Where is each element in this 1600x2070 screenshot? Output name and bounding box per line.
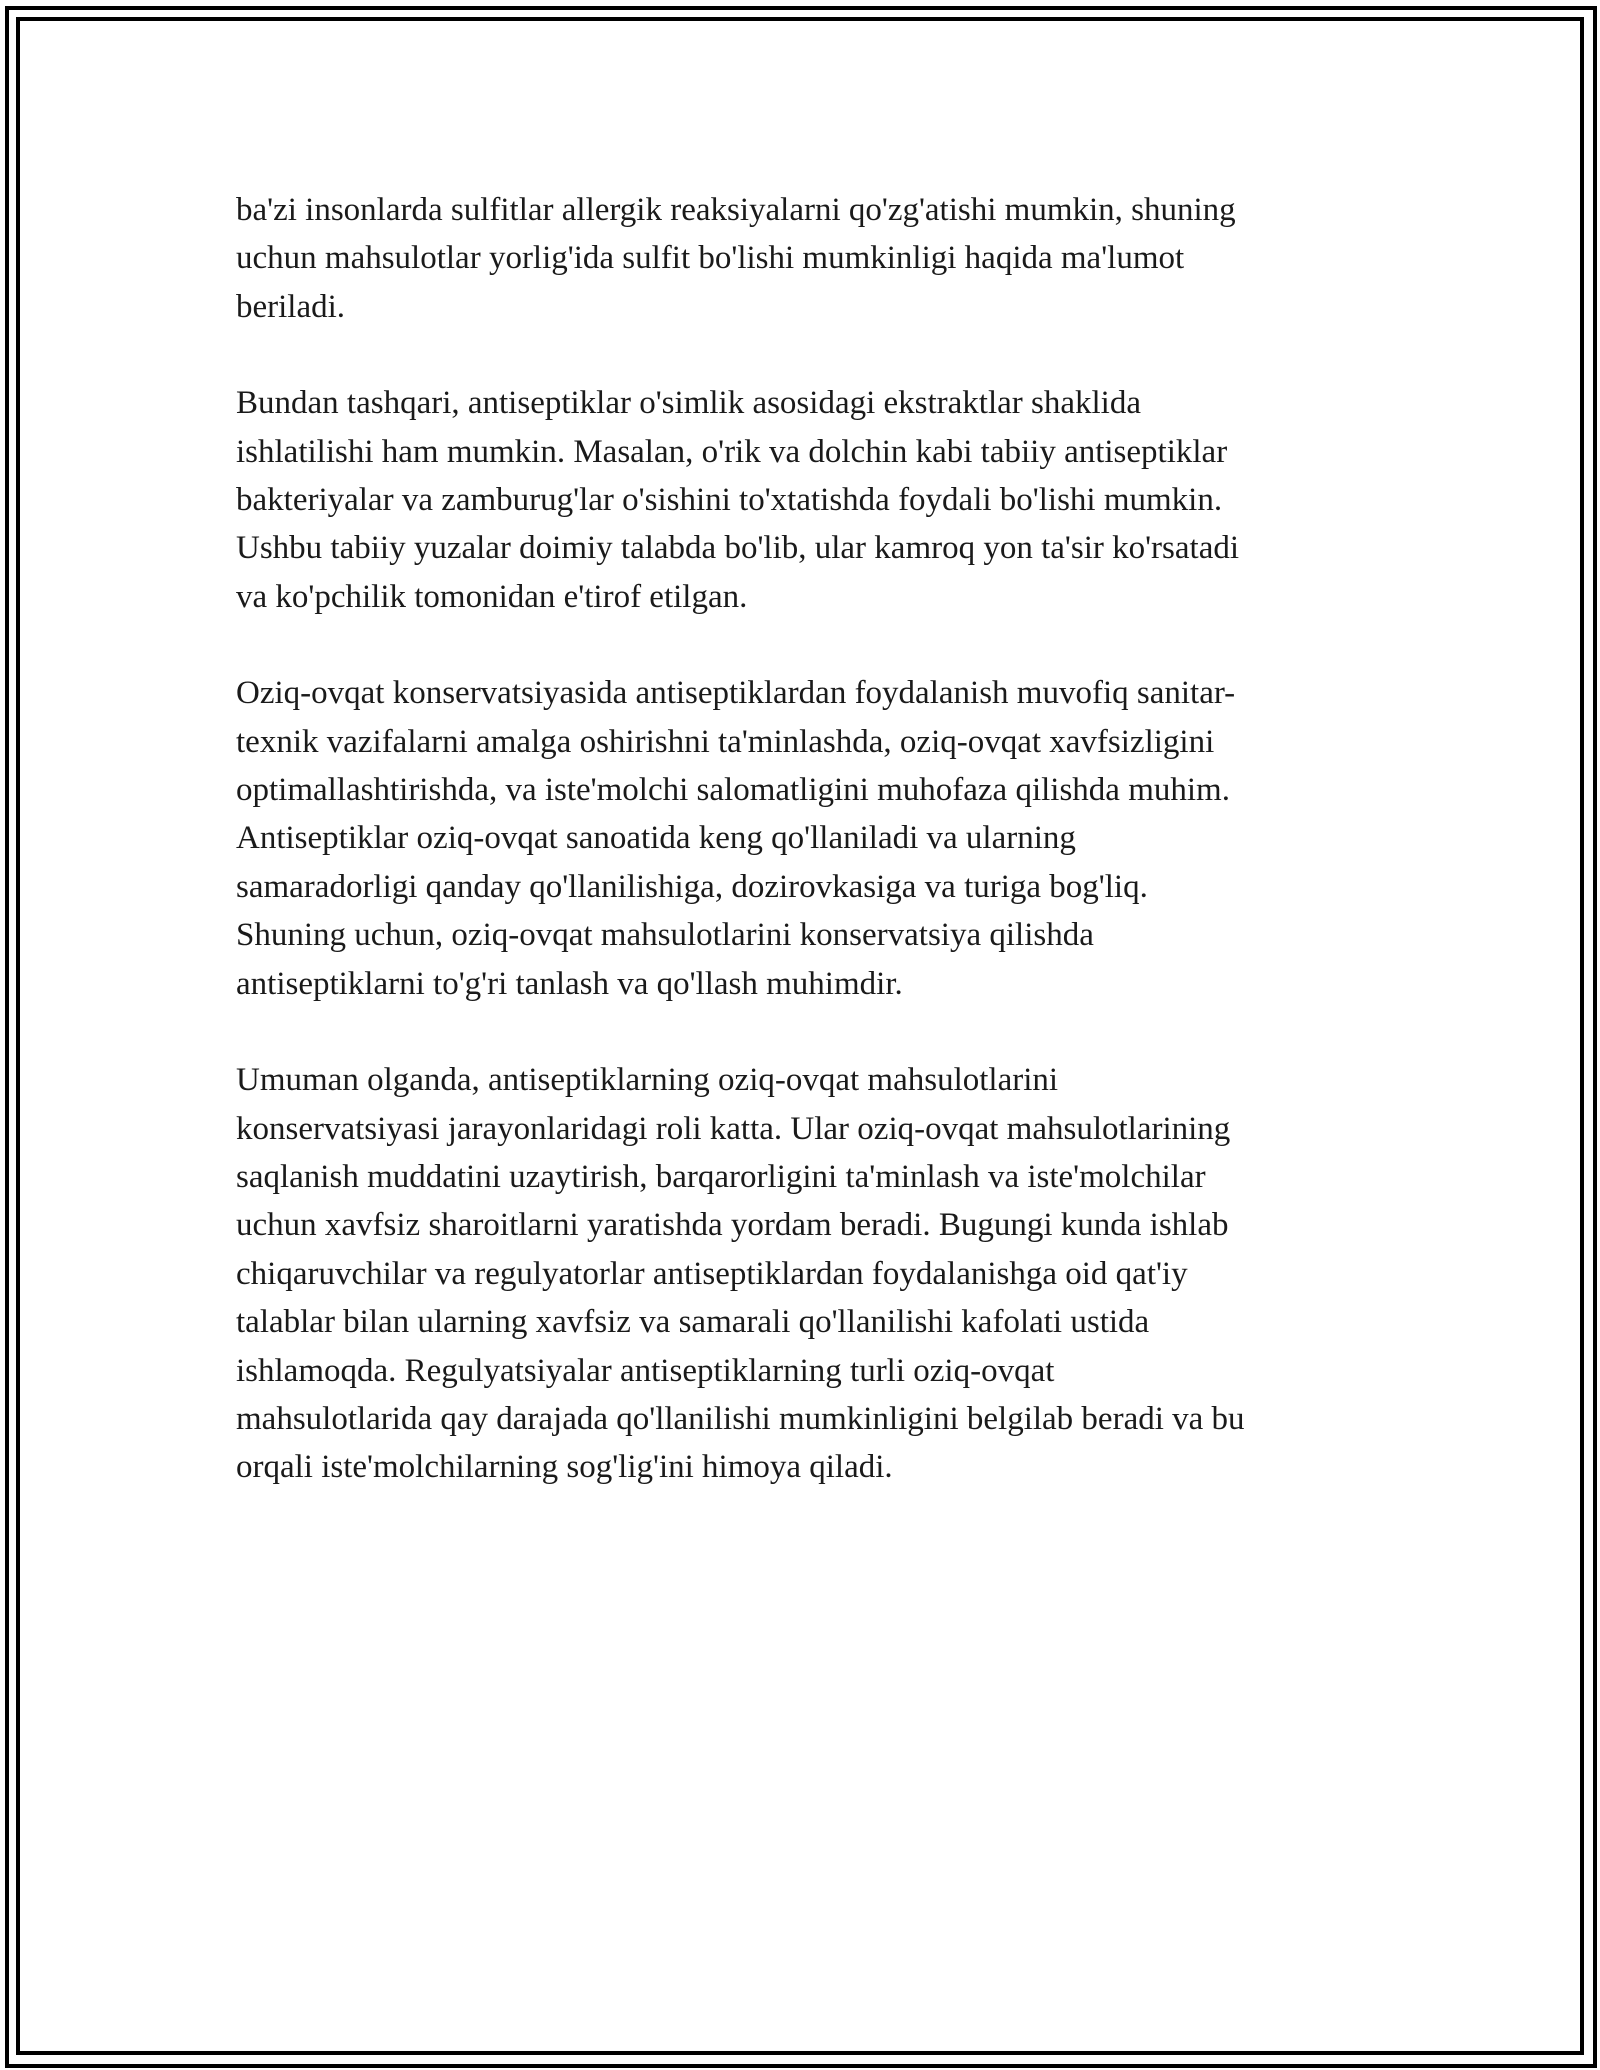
text-line: mahsulotlarida qay darajada qo'llanilishi mumkinligini belgilab beradi va bu	[236, 1400, 1245, 1437]
document-body	[236, 186, 1366, 1540]
text-line: Shuning uchun, oziq-ovqat mahsulotlarini konservatsiya qilishda	[236, 917, 1094, 954]
text-line: Ushbu tabiiy yuzalar doimiy talabda bo'lib, ular kamroq yon ta'sir ko'rsatadi	[236, 530, 1240, 567]
text-line: Oziq-ovqat konservatsiyasida antiseptiklardan foydalanish muvofiq sanitar-	[236, 675, 1236, 712]
text-line: chiqaruvchilar va regulyatorlar antiseptiklardan foydalanishga oid qat'iy	[236, 1255, 1188, 1292]
paragraph-plant-extracts	[236, 379, 1366, 621]
text-line: va ko'pchilik tomonidan e'tirof etilgan.	[236, 578, 748, 615]
text-line: ba'zi insonlarda sulfitlar allergik reaksiyalarni qo'zg'atishi mumkin, shuning	[236, 192, 1236, 228]
paragraph-food-preservation	[236, 669, 1366, 1008]
text-line: uchun mahsulotlar yorlig'ida sulfit bo'lishi mumkinligi haqida ma'lumot	[236, 240, 1185, 277]
text-line: beriladi.	[236, 288, 346, 325]
paragraph-conclusion	[236, 1056, 1366, 1492]
text-line: texnik vazifalarni amalga oshirishni ta'minlashda, oziq-ovqat xavfsizligini	[236, 723, 1215, 760]
text-line: talablar bilan ularning xavfsiz va samarali qo'llanilishi kafolati ustida	[236, 1304, 1150, 1341]
text-line: Umuman olganda, antiseptiklarning oziq-ovqat mahsulotlarini	[236, 1062, 1059, 1099]
text-line: orqali iste'molchilarning sog'lig'ini himoya qiladi.	[236, 1449, 893, 1486]
text-line: bakteriyalar va zamburug'lar o'sishini to'xtatishda foydali bo'lishi mumkin.	[236, 482, 1223, 519]
text-line: optimallashtirishda, va iste'molchi salomatligini muhofaza qilishda muhim.	[236, 772, 1230, 809]
text-line: Antiseptiklar oziq-ovqat sanoatida keng qo'llaniladi va ularning	[236, 820, 1076, 857]
text-line: samaradorligi qanday qo'llanilishiga, dozirovkasiga va turiga bog'liq.	[236, 868, 1148, 905]
text-line: Bundan tashqari, antiseptiklar o'simlik asosidagi ekstraktlar shaklida	[236, 385, 1142, 422]
text-line: ishlamoqda. Regulyatsiyalar antiseptiklarning turli oziq-ovqat	[236, 1352, 1055, 1389]
text-line: antiseptiklarni to'g'ri tanlash va qo'llash muhimdir.	[236, 965, 903, 1002]
text-line: saqlanish muddatini uzaytirish, barqarorligini ta'minlash va iste'molchilar	[236, 1158, 1206, 1195]
text-line: uchun xavfsiz sharoitlarni yaratishda yordam beradi. Bugungi kunda ishlab	[236, 1207, 1229, 1244]
paragraph-sulfites	[236, 186, 1366, 331]
text-line: konservatsiyasi jarayonlaridagi roli katta. Ular oziq-ovqat mahsulotlarining	[236, 1110, 1231, 1147]
text-line: ishlatilishi ham mumkin. Masalan, o'rik va dolchin kabi tabiiy antiseptiklar	[236, 433, 1228, 470]
